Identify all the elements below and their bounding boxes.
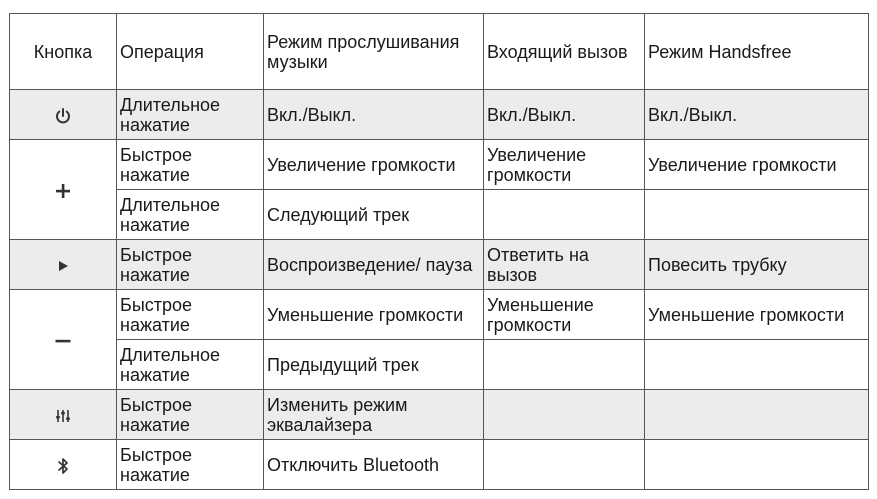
- play-icon: [56, 259, 70, 273]
- operation-cell: Длительное нажатие: [117, 90, 264, 140]
- table-row-play: [10, 240, 869, 290]
- operation-cell: Длительное нажатие: [117, 190, 264, 240]
- incoming-cell: Вкл./Выкл.: [484, 90, 645, 140]
- handsfree-cell: [645, 390, 869, 440]
- operation-cell: Быстрое нажатие: [117, 390, 264, 440]
- button-cell-minus: [10, 290, 117, 390]
- controls-table: [9, 13, 869, 490]
- header-row: [10, 14, 869, 90]
- handsfree-cell: Повесить трубку: [645, 240, 869, 290]
- button-cell-power: [10, 90, 117, 140]
- header-operation: Операция: [117, 14, 264, 90]
- handsfree-cell: [645, 340, 869, 390]
- table-row-minus-short: [10, 290, 869, 340]
- operation-cell: Быстрое нажатие: [117, 140, 264, 190]
- table-row-bluetooth: [10, 440, 869, 490]
- header-incoming-call: Входящий вызов: [484, 14, 645, 90]
- table-row-plus-short: [10, 140, 869, 190]
- table-row-equalizer: [10, 390, 869, 440]
- power-icon: [54, 107, 72, 125]
- incoming-cell: [484, 390, 645, 440]
- incoming-cell: [484, 340, 645, 390]
- handsfree-cell: [645, 190, 869, 240]
- incoming-cell: Ответить на вызов: [484, 240, 645, 290]
- button-cell-equalizer: [10, 390, 117, 440]
- table-row-plus-long: [10, 190, 869, 240]
- bluetooth-icon: [56, 457, 70, 475]
- table-row-minus-long: [10, 340, 869, 390]
- operation-cell: Быстрое нажатие: [117, 290, 264, 340]
- header-handsfree: Режим Handsfree: [645, 14, 869, 90]
- music-cell: Изменить режим эквалайзера: [264, 390, 484, 440]
- handsfree-cell: Уменьшение громкости: [645, 290, 869, 340]
- button-cell-play: [10, 240, 117, 290]
- music-cell: Предыдущий трек: [264, 340, 484, 390]
- operation-cell: Быстрое нажатие: [117, 440, 264, 490]
- incoming-cell: Уменьшение громкости: [484, 290, 645, 340]
- music-cell: Следующий трек: [264, 190, 484, 240]
- music-cell: Отключить Bluetooth: [264, 440, 484, 490]
- music-cell: Увеличение громкости: [264, 140, 484, 190]
- button-cell-plus: [10, 140, 117, 240]
- incoming-cell: [484, 440, 645, 490]
- music-cell: Вкл./Выкл.: [264, 90, 484, 140]
- plus-icon: [54, 182, 72, 200]
- music-cell: Воспроизведение/ пауза: [264, 240, 484, 290]
- handsfree-cell: [645, 440, 869, 490]
- minus-icon: [54, 332, 72, 350]
- equalizer-icon: [55, 408, 71, 424]
- handsfree-cell: Увеличение громкости: [645, 140, 869, 190]
- operation-cell: Длительное нажатие: [117, 340, 264, 390]
- incoming-cell: [484, 190, 645, 240]
- header-button: Кнопка: [10, 14, 117, 90]
- button-cell-bluetooth: [10, 440, 117, 490]
- music-cell: Уменьшение громкости: [264, 290, 484, 340]
- header-music-mode: Режим прослушивания музыки: [264, 14, 484, 90]
- handsfree-cell: Вкл./Выкл.: [645, 90, 869, 140]
- operation-cell: Быстрое нажатие: [117, 240, 264, 290]
- table-row-power: [10, 90, 869, 140]
- incoming-cell: Увеличение громкости: [484, 140, 645, 190]
